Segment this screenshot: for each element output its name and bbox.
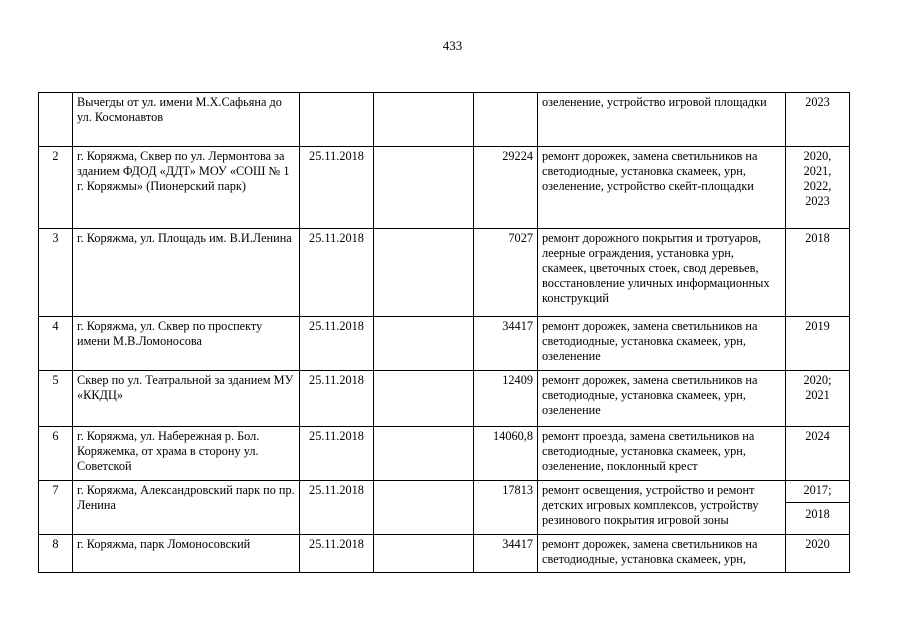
- row-number: 3: [39, 229, 73, 317]
- area-cell: 34417: [474, 317, 538, 371]
- works-cell: ремонт дорожного покрытия и тротуаров, леерные ограждения, установка урн, скамеек, цветочных стоек, свод деревьев, восстановление уличных информационных конструкций: [538, 229, 786, 317]
- date-cell: 25.11.2018: [300, 317, 374, 371]
- empty-cell: [374, 481, 474, 535]
- row-number: 7: [39, 481, 73, 535]
- location-cell: г. Коряжма, Сквер по ул. Лермонтова за зданием ФДОД «ДДТ» МОУ «СОШ № 1 г. Коряжмы» (Пионерский парк): [73, 147, 300, 229]
- row-number: [39, 93, 73, 147]
- works-cell: ремонт дорожек, замена светильников на светодиодные, установка скамеек, урн, озеленение: [538, 317, 786, 371]
- date-cell: 25.11.2018: [300, 481, 374, 535]
- year-cell: 2019: [786, 317, 850, 371]
- location-cell: Сквер по ул. Театральной за зданием МУ «ККДЦ»: [73, 371, 300, 427]
- location-cell: г. Коряжма, Александровский парк по пр. Ленина: [73, 481, 300, 535]
- year-cell: 2023: [786, 93, 850, 147]
- empty-cell: [374, 229, 474, 317]
- year-cell: 2020, 2021, 2022, 2023: [786, 147, 850, 229]
- table-row: [39, 427, 850, 481]
- year-bottom: 2018: [805, 507, 830, 521]
- date-cell: 25.11.2018: [300, 371, 374, 427]
- empty-cell: [374, 535, 474, 573]
- empty-cell: [374, 93, 474, 147]
- year-cell: 2020; 2021: [786, 371, 850, 427]
- year-cell: 2018: [786, 229, 850, 317]
- location-cell: Вычегды от ул. имени М.Х.Сафьяна до ул. Космонавтов: [73, 93, 300, 147]
- works-cell: ремонт дорожек, замена светильников на светодиодные, установка скамеек, урн, озеленение, устройство скейт-площадки: [538, 147, 786, 229]
- location-cell: г. Коряжма, ул. Сквер по проспекту имени М.В.Ломоносова: [73, 317, 300, 371]
- empty-cell: [374, 147, 474, 229]
- date-cell: [300, 93, 374, 147]
- works-cell: ремонт проезда, замена светильников на светодиодные, установка скамеек, урн, озеленение, поклонный крест: [538, 427, 786, 481]
- table-row: [39, 535, 850, 573]
- row-number: 2: [39, 147, 73, 229]
- area-cell: 14060,8: [474, 427, 538, 481]
- works-cell: ремонт освещения, устройство и ремонт детских игровых комплексов, устройству резинового покрытия игровой зоны: [538, 481, 786, 535]
- area-cell: 17813: [474, 481, 538, 535]
- table-row: [39, 93, 850, 147]
- table-row: [39, 371, 850, 427]
- area-cell: [474, 93, 538, 147]
- table-row: [39, 229, 850, 317]
- year-top: 2017;: [786, 483, 849, 503]
- year-cell: 2024: [786, 427, 850, 481]
- location-cell: г. Коряжма, парк Ломоносовский: [73, 535, 300, 573]
- works-cell: ремонт дорожек, замена светильников на светодиодные, установка скамеек, урн, озеленение: [538, 371, 786, 427]
- area-cell: 12409: [474, 371, 538, 427]
- improvement-table: [38, 92, 850, 573]
- page-number: 433: [442, 38, 463, 53]
- year-cell: 2020: [786, 535, 850, 573]
- location-cell: г. Коряжма, ул. Набережная р. Бол. Коряжемка, от храма в сторону ул. Советской: [73, 427, 300, 481]
- date-cell: 25.11.2018: [300, 427, 374, 481]
- table-row: [39, 481, 850, 535]
- row-number: 8: [39, 535, 73, 573]
- table-row: [39, 147, 850, 229]
- location-cell: г. Коряжма, ул. Площадь им. В.И.Ленина: [73, 229, 300, 317]
- date-cell: 25.11.2018: [300, 147, 374, 229]
- area-cell: 29224: [474, 147, 538, 229]
- empty-cell: [374, 427, 474, 481]
- empty-cell: [374, 317, 474, 371]
- area-cell: 34417: [474, 535, 538, 573]
- date-cell: 25.11.2018: [300, 535, 374, 573]
- area-cell: 7027: [474, 229, 538, 317]
- empty-cell: [374, 371, 474, 427]
- year-cell: [786, 481, 850, 535]
- row-number: 6: [39, 427, 73, 481]
- row-number: 4: [39, 317, 73, 371]
- works-cell: ремонт дорожек, замена светильников на светодиодные, установка скамеек, урн,: [538, 535, 786, 573]
- table-row: [39, 317, 850, 371]
- works-cell: озеленение, устройство игровой площадки: [538, 93, 786, 147]
- row-number: 5: [39, 371, 73, 427]
- date-cell: 25.11.2018: [300, 229, 374, 317]
